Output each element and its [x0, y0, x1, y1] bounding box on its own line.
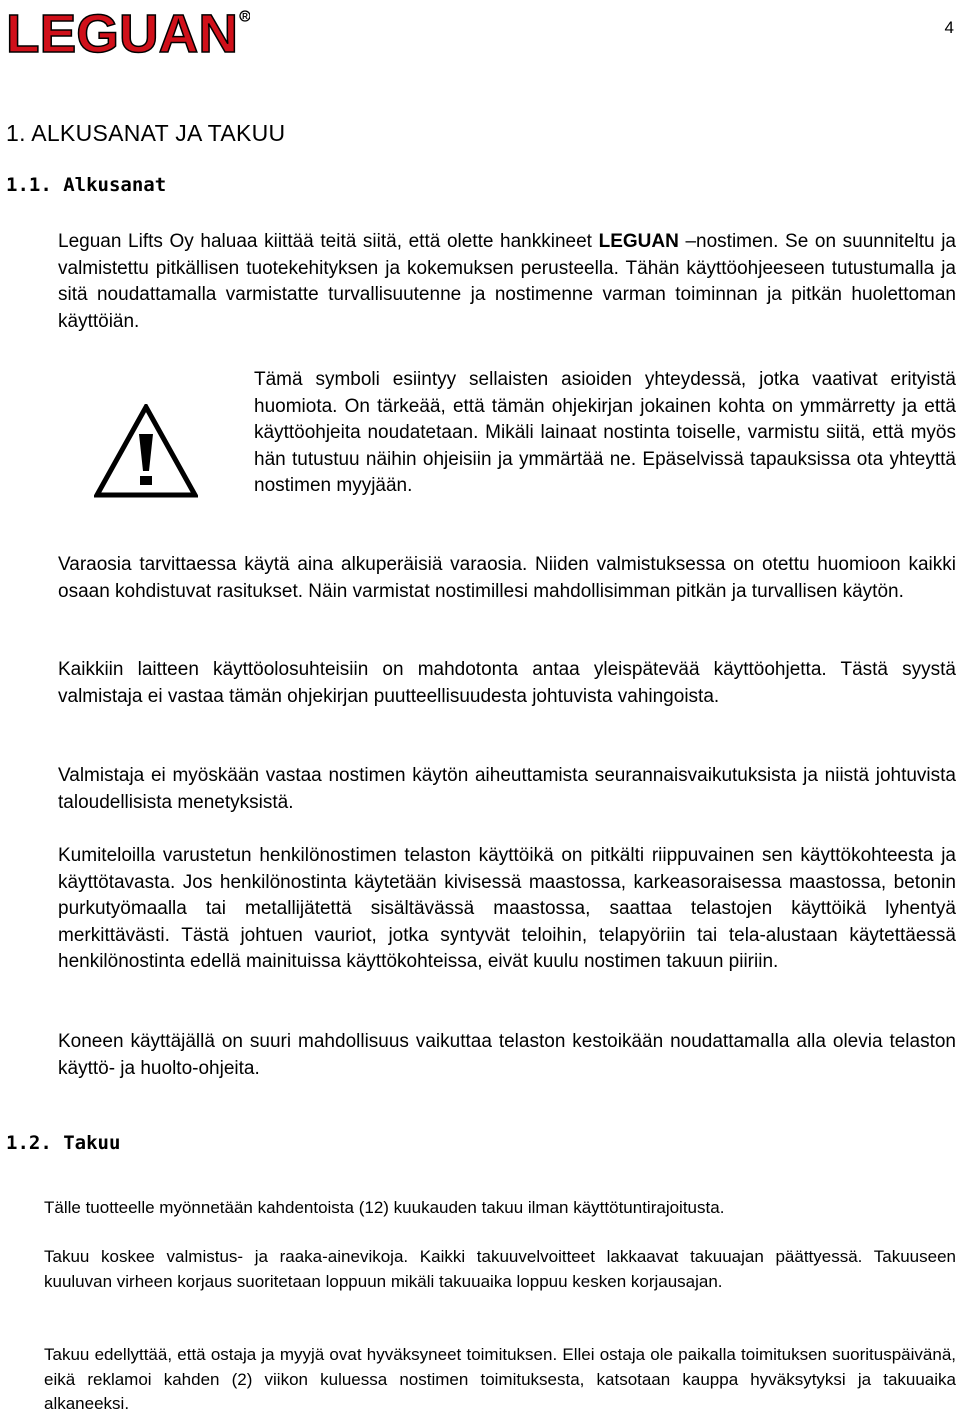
rubber-tracks-paragraph: Kumiteloilla varustetun henkilönostimen telaston käyttöikä on pitkälti riippuvainen sen käyttökohteesta ja käyttötavasta. Jos henkilönostinta käytetään kivisessä maastossa, karkeasoraisessa maastossa, betonin purkutyömaalla tai metallijätettä sisältävässä maastossa, saattaa telastojen käyttöikä lyhentyä merkittävästi. Tästä johtuen vauriot, jotka syntyvät teloihin, telapyöriin tai tela-alustaan käytettäessä henkilönostinta edellä mainituissa käyttökohteissa, eivät kuulu nostimen takuun piiriin.	[58, 845, 956, 973]
leguan-logo	[6, 8, 250, 58]
operating-conditions-paragraph: Kaikkiin laitteen käyttöolosuhteisiin on mahdotonta antaa yleispätevää käyttöohjetta. Tästä syystä valmistaja ei vastaa tämän ohjekirjan puutteellisuudesta johtuvista vahingoista.	[58, 659, 956, 707]
liability-paragraph: Valmistaja ei myöskään vastaa nostimen käytön aiheuttamista seurannaisvaikutuksista ja niistä johtuvista taloudellisista menetyksistä.	[58, 765, 956, 813]
spare-parts-paragraph: Varaosia tarvittaessa käytä aina alkuperäisiä varaosia. Niiden valmistuksessa on otettu huomioon kaikki osaan kohdistuvat rasitukset. Näin varmistat nostimillesi mahdollisimman pitkän ja turvallisen käytön.	[58, 554, 956, 602]
user-influence-paragraph: Koneen käyttäjällä on suuri mahdollisuus vaikuttaa telaston kestoikään noudattamalla alla olevia telaston käyttö- ja huolto-ohjeita.	[58, 1031, 956, 1079]
section-heading: 1. ALKUSANAT JA TAKUU	[6, 120, 286, 146]
warning-icon	[94, 404, 198, 498]
brand-name: LEGUAN	[598, 231, 679, 252]
warranty-condition-paragraph: Takuu edellyttää, että ostaja ja myyjä ovat hyväksyneet toimituksen. Ellei ostaja ole paikalla toimituksen suorituspäivänä, eikä reklamoi kahden (2) viikon kuluessa nostimen toimituksesta, katsotaan kauppa hyväksytyksi ja takuuaika alkaneeksi.	[44, 1345, 956, 1413]
logo-wordmark: LEGUAN	[6, 8, 239, 58]
warranty-period-paragraph: Tälle tuotteelle myönnetään kahdentoista (12) kuukauden takuu ilman käyttötuntirajoitusta.	[44, 1198, 725, 1217]
page-number: 4	[944, 18, 954, 37]
intro-paragraph: Leguan Lifts Oy haluaa kiittää teitä siitä, että olette hankkineet LEGUAN –nostimen. Se on suunniteltu ja valmistettu pitkällisen tuotekehityksen ja kokemuksen perusteella. Tähän käyttöohjeeseen tutustumalla ja sitä noudattamalla varmistatte turvallisuutenne ja nostimenne varman toiminnan ja pitkän huolettoman käyttöiän.	[58, 231, 956, 332]
warning-note-paragraph: Tämä symboli esiintyy sellaisten asioiden yhteydessä, jotka vaativat erityistä huomiota. On tärkeää, että tämän ohjekirjan jokainen kohta on ymmärretty ja että käyttöohjeita noudatetaan. Mikäli lainaat nostinta toiselle, varmistu siitä, että myös hän tutustuu näihin ohjeisiin ja ymmärtää ne. Epäselvissä tapauksissa ota yhteyttä nostimen myyjään.	[254, 369, 956, 497]
subsection-heading-alkusanat: 1.1. Alkusanat	[6, 174, 167, 196]
warranty-coverage-paragraph: Takuu koskee valmistus- ja raaka-ainevikoja. Kaikki takuuvelvoitteet lakkaavat takuuajan päättyessä. Takuuseen kuuluvan virheen korjaus suoritetaan loppuun mikäli takuuaika loppuu kesken korjausajan.	[44, 1247, 956, 1291]
subsection-heading-takuu: 1.2. Takuu	[6, 1132, 121, 1154]
svg-text:R: R	[242, 12, 248, 21]
